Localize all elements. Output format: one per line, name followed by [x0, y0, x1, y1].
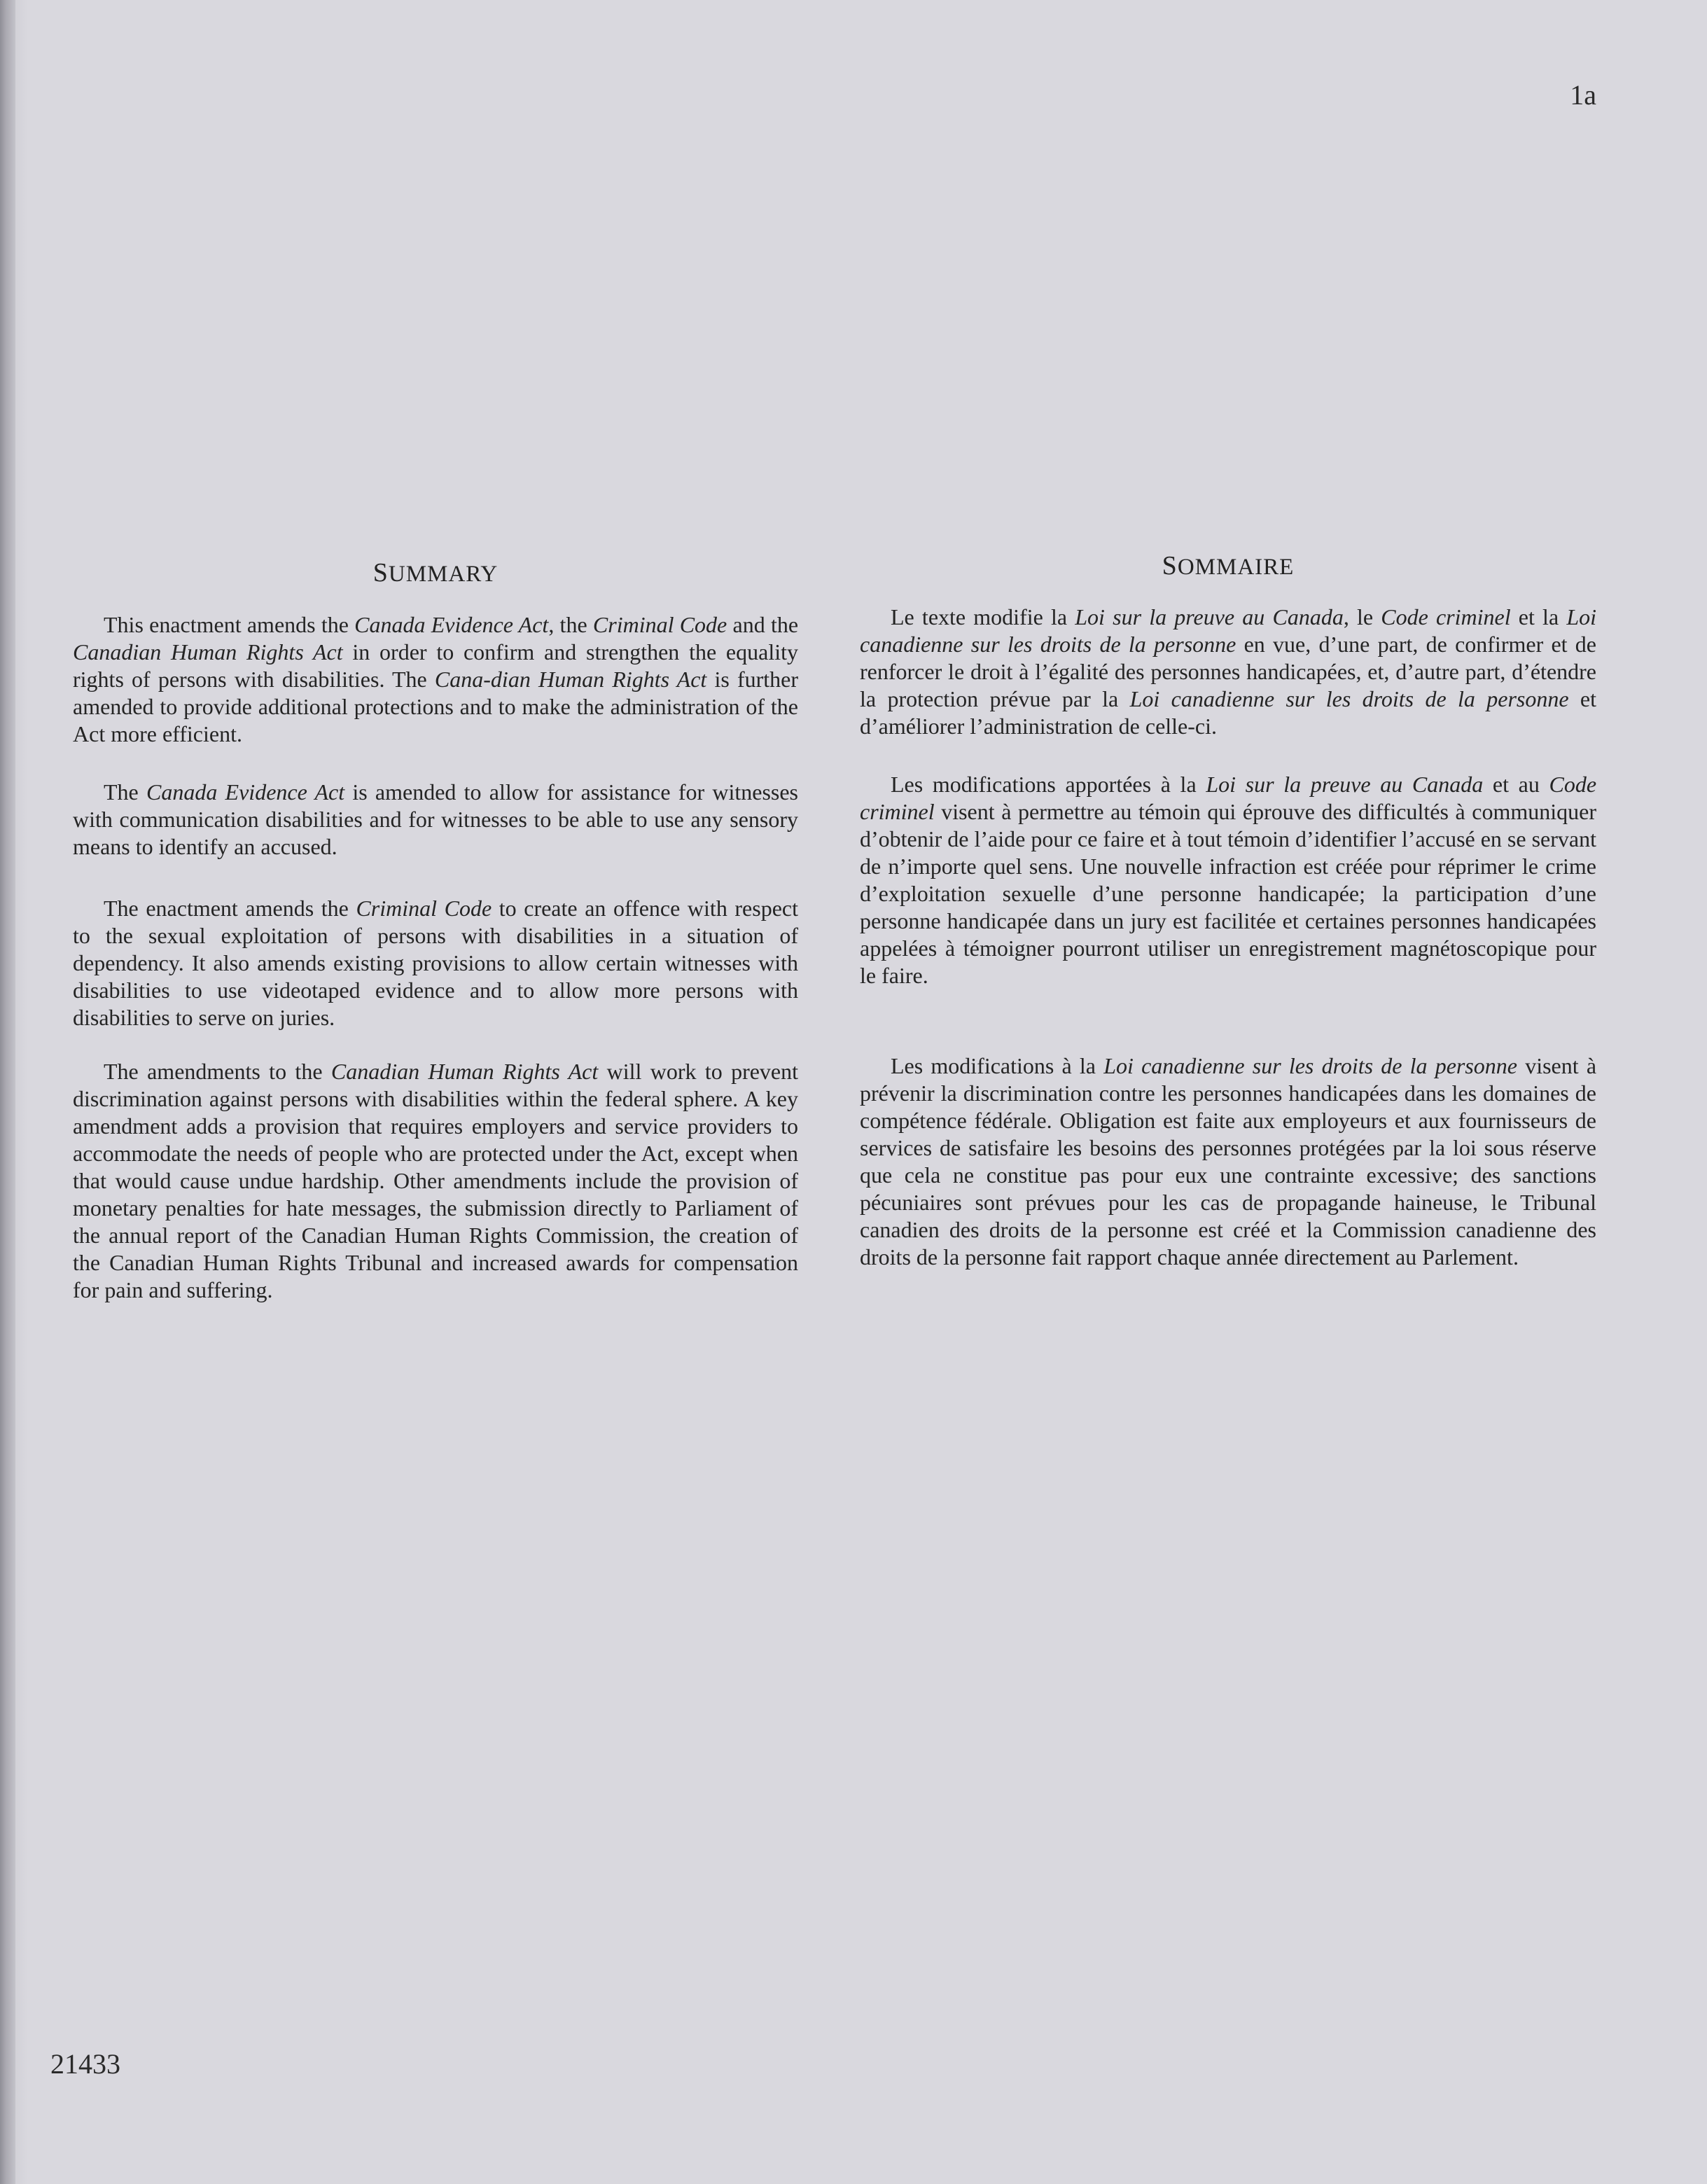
page-number: 1a [1570, 79, 1596, 111]
act-title: Cana-dian Human Rights Act [434, 667, 707, 692]
summary-paragraph: This enactment amends the Canada Evidence Act, the Criminal Code and the Canadian Human Rights Act in order to confirm and strengthen the equality rights of persons with disabilities. The Cana-dian Human Rights Act is further amended to provide additional protections and to make the administration of the Act more efficient. [73, 612, 799, 746]
sommaire-heading: SOMMAIRE [1162, 551, 1295, 580]
act-title: Code criminel [860, 772, 1597, 824]
footer-document-number: 21433 [50, 2048, 120, 2080]
act-title: Loi canadienne sur les droits de la personne [1129, 686, 1569, 711]
summary-paragraph: The Canada Evidence Act is amended to allow for assistance for witnesses with communication disabilities and for witnesses to be able to use any sensory means to identify an accused. [73, 779, 799, 859]
act-title: Canada Evidence Act [354, 612, 549, 637]
act-title: Code criminel [1381, 604, 1511, 630]
act-title: Loi canadienne sur les droits de la personne [860, 604, 1596, 657]
sommaire-paragraph: Les modifications à la Loi canadienne sur les droits de la personne visent à prévenir la discrimination contre les personnes handicapées dans les domaines de compétence fédérale. Obligation est faite aux employeurs et aux fournisseurs de services de satisfaire les besoins des personnes protégées par la loi sous réserve que cela ne constitue pas pour eux une contrainte excessive; des sanctions pécuniaires sont prévues pour les cas de propagande haineuse, le Tribunal canadien des droits de la personne est créé et la Commission canadienne des droits de la personne fait rapport chaque année directement au Parlement. [860, 1053, 1597, 1270]
summary-paragraph: The enactment amends the Criminal Code to create an offence with respect to the sexual exploitation of persons with disabilities in a situation of dependency. It also amends existing provisions to allow certain witnesses with disabilities to use videotaped evidence and to allow more persons with disabilities to serve on juries. [73, 896, 799, 1030]
act-title: Canadian Human Rights Act [330, 1059, 599, 1084]
sommaire-paragraph: Le texte modifie la Loi sur la preuve au Canada, le Code criminel et la Loi canadienne sur les droits de la personne en vue, d’une part, de confirmer et de renforcer le droit à l’égalité des personnes handicapées, et, d’autre part, d’étendre la protection prévue par la Loi canadienne sur les droits de la personne et d’améliorer l’administration de celle-ci. [860, 604, 1597, 739]
sommaire-paragraph: Les modifications apportées à la Loi sur la preuve au Canada et au Code criminel visent à permettre au témoin qui éprouve des difficultés à communiquer d’obtenir de l’aide pour ce faire et à tout témoin d’identifier l’accusé en se servant de n’importe quel sens. Une nouvelle infraction est créée pour réprimer le crime d’exploitation sexuelle d’une personne handicapée; la participation d’une personne handicapée dans un jury est facilitée et certaines personnes handicapées appelées à témoigner pourront utiliser un enregistrement magnétoscopique pour le faire. [860, 772, 1597, 988]
act-title: Canada Evidence Act [146, 779, 345, 805]
act-title: Criminal Code [592, 612, 727, 637]
act-title: Loi canadienne sur les droits de la personne [1103, 1053, 1518, 1078]
summary-heading: SUMMARY [372, 558, 499, 587]
act-title: Loi sur la preuve au Canada [1206, 772, 1484, 797]
act-title: Loi sur la preuve au Canada [1075, 604, 1344, 630]
act-title: Canadian Human Rights Act [73, 639, 343, 665]
summary-paragraph: The amendments to the Canadian Human Rights Act will work to prevent discrimination against persons with disabilities within the federal sphere. A key amendment adds a provision that requires employers and service providers to accommodate the needs of people who are protected under the Act, except when that would cause undue hardship. Other amendments include the provision of monetary penalties for hate messages, the submission directly to Parliament of the annual report of the Canadian Human Rights Commission, the creation of the Canadian Human Rights Tribunal and increased awards for compensation for pain and suffering. [73, 1059, 799, 1302]
act-title: Criminal Code [356, 896, 492, 921]
binding-edge [0, 0, 15, 2184]
